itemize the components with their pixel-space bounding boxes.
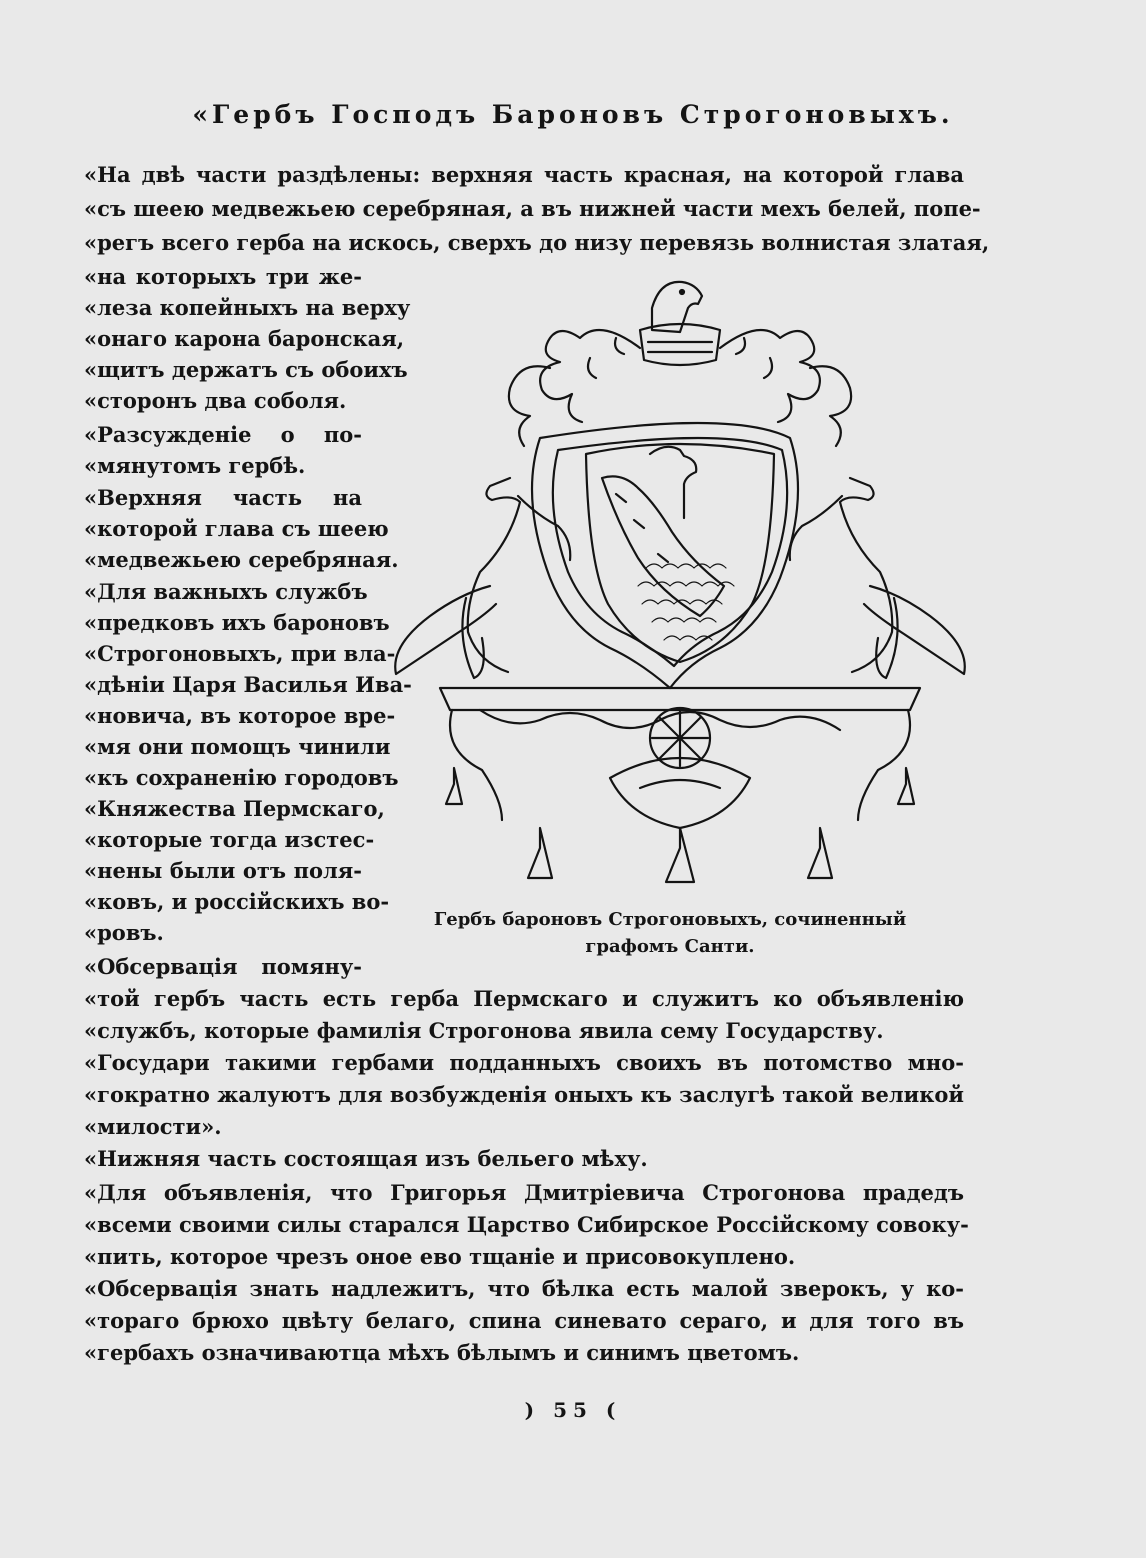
text-line: «Государи такими гербами подданныхъ своихъ въ потомство мно- (84, 1050, 964, 1075)
text-line: «Верхняя часть на (84, 485, 362, 510)
text-line: «мя они помощъ чинили (84, 734, 391, 759)
coat-of-arms-illustration (390, 268, 970, 888)
text-line: «мянутомъ гербѣ. (84, 453, 306, 478)
text-line: «которые тогда изстес- (84, 827, 375, 852)
text-line: «милости». (84, 1114, 222, 1139)
text-line: «нены были отъ поля- (84, 858, 362, 883)
text-line: «онаго карона баронская, (84, 326, 405, 351)
text-line: «Обсервацiя знать надлежитъ, что бѣлка есть малой зверокъ, у ко- (84, 1276, 964, 1301)
text-line: «тораго брюхо цвѣту белаго, спина синевато сераго, и для того въ (84, 1308, 964, 1333)
text-line: «гербахъ означиваютца мѣхъ бѣлымъ и синимъ цветомъ. (84, 1340, 800, 1365)
figure-caption-line: графомъ Санти. (585, 936, 755, 957)
text-line: «пить, которое чрезъ оное ево тщанiе и присовокуплено. (84, 1244, 796, 1269)
text-line: «новича, въ которое вре- (84, 703, 396, 728)
text-line: «гократно жалуютъ для возбужденiя оныхъ къ заслугѣ такой великой (84, 1082, 964, 1107)
text-line: «къ сохраненiю городовъ (84, 765, 399, 790)
text-line: «службъ, которые фамилiя Строгонова явила сему Государству. (84, 1018, 884, 1043)
text-line: «Для важныхъ службъ (84, 579, 368, 604)
text-line: «медвежьею серебряная. (84, 547, 399, 572)
text-line: «Разсужденiе о по- (84, 422, 362, 447)
text-line: «ровъ. (84, 920, 164, 945)
text-line: «дѣнiи Царя Василья Ива- (84, 672, 412, 697)
text-line: «Княжества Пермскаго, (84, 796, 385, 821)
text-line: «Для объявленiя, что Григорья Дмитрiевича Строгонова прадедъ (84, 1180, 964, 1205)
text-line: «Строгоновыхъ, при вла- (84, 641, 396, 666)
page-title: «Гербъ Господъ Бароновъ Строгоновыхъ. (192, 100, 954, 129)
text-line: «на которыхъ три же- (84, 264, 362, 289)
text-line: «ковъ, и россiйскихъ во- (84, 889, 390, 914)
text-line: «Обсервацiя помяну- (84, 954, 362, 979)
text-line: «На двѣ части раздѣлены: верхняя часть красная, на которой глава (84, 162, 964, 187)
text-line: «всеми своими силы старался Царство Сибирское Россiйскому совоку- (84, 1212, 969, 1237)
text-line: «той гербъ часть есть герба Пермскаго и служитъ ко объявленiю (84, 986, 964, 1011)
text-line: «предковъ ихъ бароновъ (84, 610, 390, 635)
figure-caption-line: Гербъ бароновъ Строгоновыхъ, сочиненный (433, 909, 907, 930)
text-line: «леза копейныхъ на верху (84, 295, 411, 320)
text-line: «съ шеею медвежьею серебряная, а въ нижней части мехъ белей, попе- (84, 196, 981, 221)
text-line: «которой глава съ шеею (84, 516, 389, 541)
text-line: «сторонъ два соболя. (84, 388, 347, 413)
text-line: «регъ всего герба на искось, сверхъ до низу перевязь волнистая златая, (84, 230, 990, 255)
text-line: «щитъ держатъ съ обоихъ (84, 357, 408, 382)
text-line: «Нижняя часть состоящая изъ бельего мѣху. (84, 1146, 648, 1171)
page-number: ) 55 ( (524, 1398, 622, 1422)
